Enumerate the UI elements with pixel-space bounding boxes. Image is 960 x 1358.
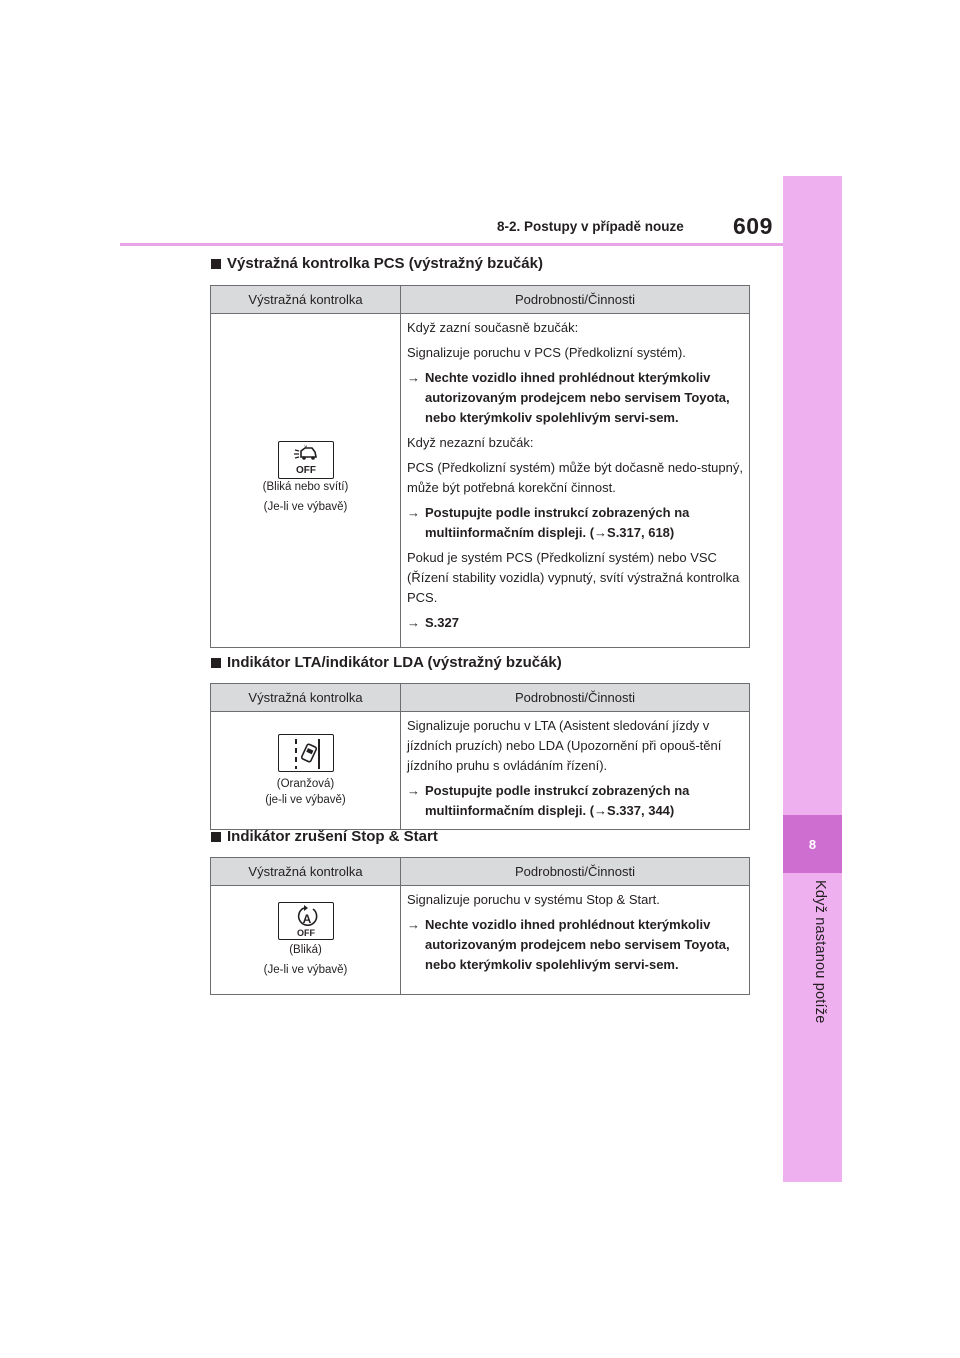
table-row [211,712,750,830]
detail-text: Když nezazní bzučák: [407,435,534,450]
section-heading-text: Výstražná kontrolka PCS (výstražný bzučák) [227,255,543,272]
lamp-note: (Je-li ve výbavě) [263,500,348,513]
table-header-row [211,286,750,314]
lamp-cell [211,886,401,995]
section-heading-pcs [211,255,543,272]
table-row [211,314,750,648]
column-header-details: Podrobnosti/Činnosti [401,286,750,314]
column-header-details: Podrobnosti/Činnosti [401,684,750,712]
lamp-note: (Bliká) [289,944,322,956]
details-cell [401,712,750,830]
detail-text: Signalizuje poruchu v PCS (Předkolizní systém). [407,345,686,360]
table-row [211,886,750,995]
detail-text: Když zazní současně bzučák: [407,320,579,335]
icon-letter: A [302,912,311,926]
detail-text: Signalizuje poruchu v systému Stop & Start. [407,892,660,907]
section-heading-text: Indikátor zrušení Stop & Start [227,828,438,845]
lamp-cell [211,712,401,830]
arrow-icon [407,503,425,543]
action-text: Postupujte podle instrukcí zobrazených na multiinformačním displeji. (→S.317, 618) [425,505,690,540]
arrow-icon [407,613,425,633]
action-item [407,613,743,633]
lamp-note: (Je-li ve výbavě) [263,964,348,976]
chapter-number: 8 [808,836,817,852]
pcs-warning-table [210,285,750,648]
section-heading-text: Indikátor LTA/indikátor LDA (výstražný bzučák) [227,654,562,671]
section-heading-stop-start [211,828,438,845]
section-bullet [211,658,221,668]
details-cell [401,886,750,995]
arrow-icon [407,368,425,428]
chapter-number-box [783,815,842,873]
detail-text: Signalizuje poruchu v LTA (Asistent sledování jízdy v jízdních pruzích) nebo LDA (Upozornění při opouš-tění jízdního pruhu s ovládáním řízení). [407,718,722,773]
table-header-row [211,858,750,886]
column-header-lamp: Výstražná kontrolka [211,684,401,712]
chapter-side-tab [783,176,842,1182]
stop-start-off-icon [278,902,334,940]
action-text: Nechte vozidlo ihned prohlédnout kterýmkoliv autorizovaným prodejcem nebo servisem Toyota, nebo kterýmkoliv spolehlivým servi-sem. [425,917,730,972]
action-text: Postupujte podle instrukcí zobrazených na multiinformačním displeji. (→S.337, 344) [425,783,690,818]
lamp-note: (je-li ve výbavě) [265,793,346,806]
action-item [407,915,743,975]
details-cell [401,314,750,648]
section-heading-lta [211,654,562,671]
section-title: 8-2. Postupy v případě nouze [497,219,684,234]
action-item [407,503,743,543]
icon-off-label: OFF [295,464,316,476]
action-item [407,368,743,428]
column-header-details: Podrobnosti/Činnosti [401,858,750,886]
header-divider [120,243,783,246]
detail-text: Pokud je systém PCS (Předkolizní systém) nebo VSC (Řízení stability vozidla) vypnutý, svítí výstražná kontrolka PCS. [407,550,740,605]
column-header-lamp: Výstražná kontrolka [211,286,401,314]
lamp-cell [211,314,401,648]
chapter-title: Když nastanou potíže [812,880,828,1024]
lamp-note: (Oranžová) [276,777,335,790]
lane-departure-icon [278,734,334,772]
page-number: 609 [733,213,773,239]
action-text: Nechte vozidlo ihned prohlédnout kterýmkoliv autorizovaným prodejcem nebo servisem Toyota, nebo kterýmkoliv spolehlivým servi-sem. [425,370,730,425]
lamp-note: (Bliká nebo svítí) [262,480,349,493]
table-header-row [211,684,750,712]
arrow-icon [407,915,425,975]
column-header-lamp: Výstražná kontrolka [211,858,401,886]
icon-off-label: OFF [296,928,315,938]
stop-start-table [210,857,750,995]
action-item [407,781,743,821]
lta-warning-table [210,683,750,830]
pcs-off-icon [278,441,334,479]
detail-text: PCS (Předkolizní systém) může být dočasně nedo-stupný, může být potřebná korekční činnost. [407,460,743,495]
section-bullet [211,832,221,842]
action-text: S.327 [425,615,459,630]
arrow-icon [407,781,425,821]
section-bullet [211,259,221,269]
